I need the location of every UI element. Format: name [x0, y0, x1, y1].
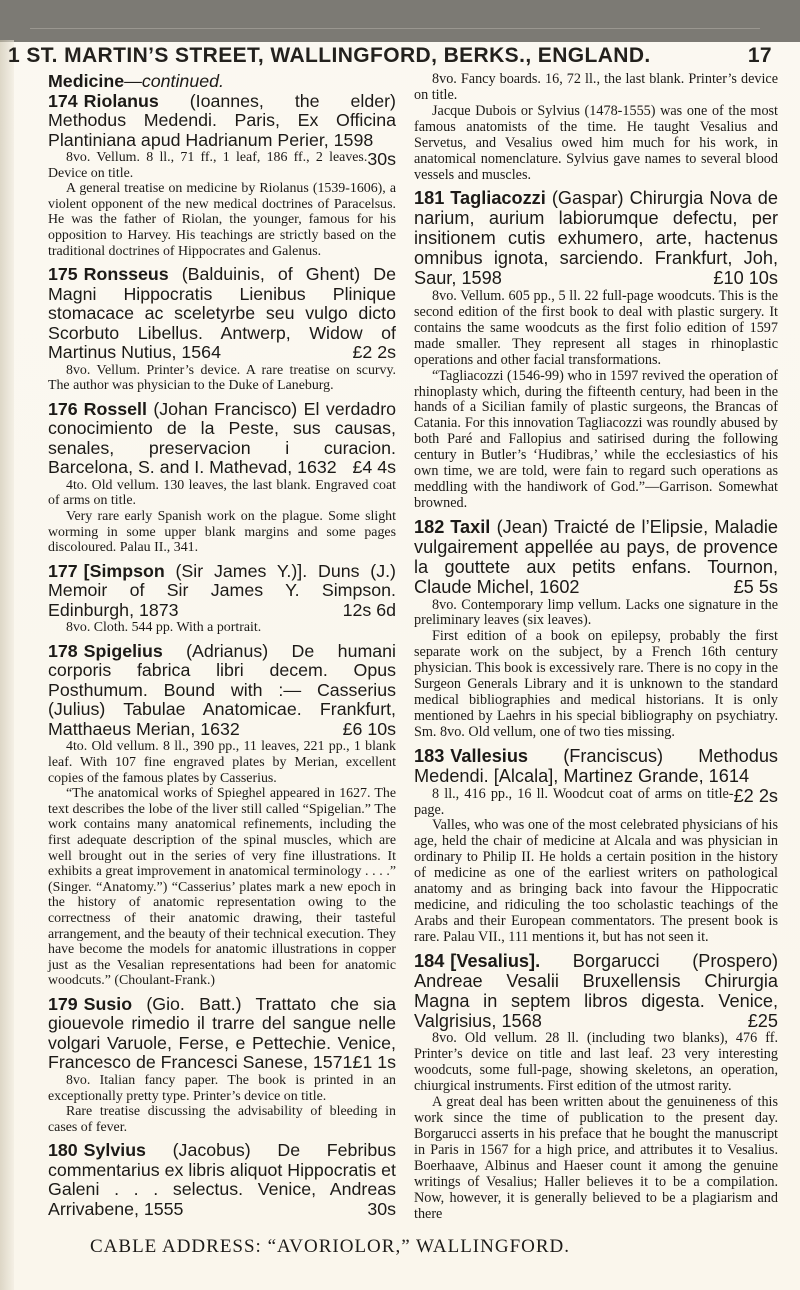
catalogue-entry [48, 400, 396, 556]
entry-title: (Balduinis, of Ghent) De Magni Hippocratis Lienibus Plinique stomacace ac sceletyrbe seu vulgo dicto Scorbuto Libellus. Antwerp, Widow of Martinus Nutius, 1564 [48, 264, 396, 363]
entry-price: £25 [747, 1010, 778, 1031]
entry-note: “The anatomical works of Spieghel appeared in 1627. The text describes the lobe of the liver still called “Spigelian.” The work contains many anatomical refinements, including the first adequate description of the spinal muscles, which are well brought out in the series of very fine illustrations. It exhibits a great improvement in anatomical terminology . . . .” (Singer. “Anatomy.”) “Casserius’ plates mark a new epoch in the history of anatomic representation owing to the correctness of their anatomic drawing, their tasteful arrangement, and the beauty of their technical execution. They have become the models for anatomic illustrations in copper just as the Vesalian representations had been for anatomic woodcuts.” (Choulant-Frank.) [48, 786, 396, 989]
entry-note: Rare treatise discussing the advisability of bleeding in cases of fever. [48, 1104, 396, 1135]
lot-number: 183 [414, 745, 445, 766]
entry-description: 4to. Old vellum. 8 ll., 390 pp., 11 leaves, 221 pp., 1 blank leaf. With 107 fine engraved plates by Merian, excellent copies of the famous plates by Casserius. [48, 739, 396, 786]
entry-heading [414, 952, 778, 1032]
entry-note: A great deal has been written about the genuineness of this work since the time of publication to the present day. Borgarucci asserts in his preface that he bought the manuscript in Paris in 1567 for a high price, and attributes it to Vesalius. Boerhaave, Albinus and Haeser count it among the genuine writings of Vesalius; Haller believes it to be a compilation. Now, however, it is generally believed to be a plagiarism and there [414, 1094, 778, 1222]
entry-title: (Johan Francisco) El verdadro conocimiento de la Peste, sus causas, senales, preservacion i curacion. Barcelona, S. and I. Mathevad, 1632 [48, 398, 396, 478]
entry-author: Vallesius [450, 745, 529, 766]
catalogue-entry [414, 952, 778, 1223]
entry-price: £4 4s [352, 457, 396, 478]
entry-description: 8vo. Vellum. 8 ll., 71 ff., 1 leaf, 186 ff., 2 leaves. Device on title. [48, 150, 368, 181]
catalogue-entry [48, 1141, 396, 1219]
lot-number: 175 [48, 264, 78, 285]
entry-heading [48, 562, 396, 621]
entry-title: (Gaspar) Chirurgia Nova de narium, aurium labiorumque defectu, per insitionem cutis exhumero, arte, hactenus omnibus ignota, sarciendo. Frankfurt, Joh, Saur, 1598 [414, 188, 778, 289]
entry-note: Jacque Dubois or Sylvius (1478-1555) was one of the most famous anatomists of the time. He taught Vesalius and Servetus, and Vesalius owed him much for his work, in anatomical nomenclature. Sylvius gave names to several blood vessels and muscles. [414, 102, 778, 183]
entry-author: [Simpson [83, 560, 165, 581]
page-left-edge [0, 40, 14, 1290]
header-address: 1 ST. MARTIN’S STREET, WALLINGFORD, BERKS., ENGLAND. [8, 44, 651, 67]
cable-address-footer: CABLE ADDRESS: “AVORIOLOR,” WALLINGFORD. [90, 1236, 571, 1257]
entry-price: £6 10s [342, 718, 396, 739]
entry-price: 30s [367, 1198, 396, 1219]
entry-price: 30s [367, 149, 396, 169]
catalogue-entry [48, 265, 396, 394]
entry-heading [48, 995, 396, 1073]
entry-author: Sylvius [83, 1140, 146, 1161]
entry-price: 12s 6d [342, 599, 396, 620]
lot-number: 177 [48, 560, 78, 581]
entry-heading [414, 189, 778, 289]
catalogue-entry [48, 562, 396, 636]
entry-price: £10 10s [713, 268, 778, 289]
page-number: 17 [747, 44, 772, 67]
entry-price: £1 1s [352, 1052, 396, 1073]
page-top-edge [0, 0, 800, 42]
entry-author: Tagliacozzi [450, 188, 546, 209]
entry-description: 8vo. Vellum. Printer’s device. A rare treatise on scurvy. The author was physician to the Duke of Laneburg. [48, 362, 396, 394]
entry-title: (Sir James Y.)]. Duns (J.) Memoir of Sir James Y. Simpson. Edinburgh, 1873 [48, 560, 396, 620]
catalogue-entry [414, 518, 778, 741]
entry-heading [48, 400, 396, 478]
lot-number: 176 [48, 398, 78, 419]
entry-heading [48, 1141, 396, 1219]
entry-note: A general treatise on medicine by Riolanus (1539-1606), a violent opponent of the new medical doctrines of Paracelsus. He was the father of Riolan, the younger, famous for his opposition to Harvey. His teachings are strictly based on the traditional doctrines of Hippocrates and Galenus. [48, 181, 396, 259]
entry-title: (Jacobus) De Febribus commentarius ex libris aliquot Hippocratis et Galeni . . . selectus. Venice, Andreas Arrivabene, 1555 [48, 1140, 396, 1219]
entry-author: Taxil [450, 516, 491, 537]
entry-title: Borgarucci (Prospero) Andreae Vesalii Bruxellensis Chirurgia Magna in septem libros digesta. Venice, Valgrisius, 1568 [414, 950, 779, 1031]
entry-description: 8vo. Vellum. 605 pp., 5 ll. 22 full-page woodcuts. This is the second edition of the first book to deal with plastic surgery. It contains the same woodcuts as the first folio edition of 1597 made smaller. They represent all stages in rhinoplastic operations and other facial transformations. [414, 287, 778, 368]
entry-note: “Tagliacozzi (1546-99) who in 1597 revived the operation of rhinoplasty which, during the fifteenth century, had been in the hands of a Sicilian family of plastic surgeons, the Brancas of Catania. For this innovation Tagliacozzi was roundly abused by both Paré and Fallopius and satirised during the following century in Butler’s ‘Hudibras,’ while the ecclesiastics of his own time, we are told, were fain to regard such operations as meddling with the handiwork of God.”—Garrison. Somewhat browned. [414, 367, 778, 511]
entry-title: (Gio. Batt.) Trattato che sia giouevole rimedio il trarre del sangue nelle volgari Varuole, Ferse, e Pettechie. Venice, Francesco de Francesci Sanese, 1571 [48, 993, 396, 1073]
lot-number: 180 [48, 1140, 78, 1161]
right-column [414, 72, 778, 1229]
entry-price: £5 5s [733, 576, 778, 597]
lot-number: 184 [414, 950, 445, 971]
catalogue-entry [414, 747, 778, 946]
entry-title: (Jean) Traicté de l’Elipsie, Maladie vulgairement appellée au pays, de provence la gouttete aux petits enfans. Tournon, Claude Michel, 1602 [414, 516, 778, 597]
entry-description: 8vo. Fancy boards. 16, 72 ll., the last blank. Printer’s device on title. [414, 71, 778, 103]
catalogue-entry [414, 189, 778, 511]
entry-author: Riolanus [83, 90, 159, 111]
entry-title: (Ioannes, the elder) Methodus Medendi. Paris, Ex Officina Plantiniana apud Hadrianum Perier, 1598 [48, 90, 396, 150]
lot-number: 182 [414, 516, 445, 537]
lot-number: 174 [48, 90, 78, 111]
entry-description: 4to. Old vellum. 130 leaves, the last blank. Engraved coat of arms on title. [48, 477, 396, 509]
entry-author: Spigelius [83, 640, 163, 661]
entry-author: Ronsseus [83, 264, 169, 285]
entry-description: 8vo. Cloth. 544 pp. With a portrait. [66, 620, 262, 636]
entry-note: First edition of a book on epilepsy, probably the first separate work on the subject, by a French 16th century physician. This book is excessively rare. There is no copy in the Surgeon Generals Library and it is unknown to the standard medical bibliographies and medical historians. It is only mentioned by Laehrs in his special bibliography on psychiatry. Sm. 8vo. Old vellum, one of two ties missing. [414, 628, 778, 740]
left-column [48, 72, 396, 1225]
entry-heading [414, 518, 778, 598]
catalogue-entry-lead [414, 72, 778, 183]
entry-author: Rossell [83, 398, 147, 419]
entry-description: 8vo. Old vellum. 28 ll. (including two blanks), 476 ff. Printer’s device on title and last leaf. 23 very interesting woodcuts, some full-page, showing skeletons, an operation, chiurgical instruments. First edition of the utmost rarity. [414, 1030, 778, 1095]
page-header [8, 44, 800, 68]
entry-note: Very rare early Spanish work on the plague. Some slight worming in some upper blank margins and some pages discoloured. Palau II., 341. [48, 509, 396, 556]
lot-number: 179 [48, 993, 78, 1014]
catalogue-entry [48, 642, 396, 989]
entry-description: 8vo. Italian fancy paper. The book is printed in an exceptionally pretty type. Printer’s device on title. [48, 1072, 396, 1104]
entry-author: [Vesalius]. [450, 950, 541, 971]
catalogue-entry [48, 92, 396, 260]
continued-heading: Medicine—continued. [48, 71, 224, 91]
lot-number: 178 [48, 640, 78, 661]
entry-description: 8vo. Contemporary limp vellum. Lacks one signature in the preliminary leaves (six leaves). [414, 596, 778, 629]
entry-title: (Adrianus) De humani corporis fabrica libri decem. Opus Posthumum. Bound with :— Casserius (Julius) Tabulae Anatomicae. Frankfurt, Matthaeus Merian, 1632 [48, 640, 396, 739]
lot-number: 181 [414, 188, 445, 209]
entry-title: (Franciscus) Methodus Medendi. [Alcala], Martinez Grande, 1614 [414, 745, 778, 786]
entry-heading [48, 265, 396, 363]
entry-price: £2 2s [733, 785, 778, 806]
entry-note: Valles, who was one of the most celebrated physicians of his age, held the chair of medicine at Alcala and was physician in ordinary to Philip II. He holds a certain position in the history of medicine as one of the earliest writers on pathological anatomy and as bringing back into favour the Hippocratic medicine, and ridiculing the too scholastic teachings of the Arabs and their European commentators. The present book is rare. Palau VII., 111 mentions it, but has not seen it. [414, 817, 778, 945]
entry-heading [48, 642, 396, 740]
entry-author: Susio [83, 993, 133, 1014]
catalogue-entry [48, 995, 396, 1135]
entry-price: £2 2s [352, 342, 396, 363]
entry-description: 8 ll., 416 pp., 16 ll. Woodcut coat of arms on title-page. [414, 785, 734, 818]
